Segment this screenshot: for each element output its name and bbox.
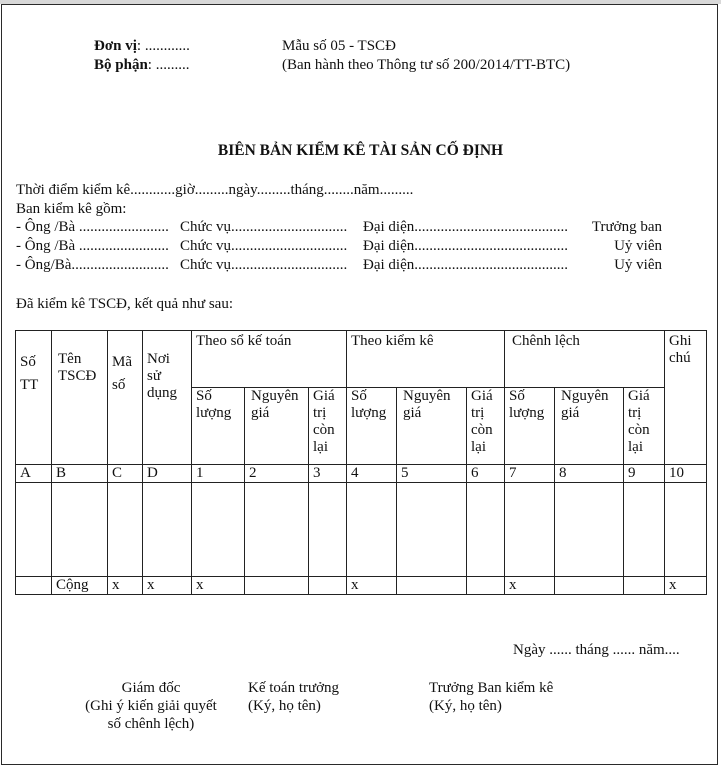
header-quantity: Số lượng (192, 388, 245, 465)
committee-head-signature-block (429, 679, 553, 715)
total-cell: x (665, 577, 707, 595)
director-note: số chênh lệch) (107, 716, 195, 732)
header-quantity: Số lượng (505, 388, 555, 465)
header-code: Mã số (108, 331, 143, 465)
total-cell (16, 577, 52, 595)
member-representative: Đại diện......................................... (363, 257, 568, 273)
header-residual: Giá trị còn lại (467, 388, 505, 465)
index-cell: D (143, 465, 192, 483)
data-cell (347, 483, 397, 577)
form-number: Mẫu số 05 - TSCĐ (282, 38, 396, 54)
member-position: Chức vụ............................... (180, 257, 348, 273)
index-cell: 10 (665, 465, 707, 483)
header-place-of-use: Nơi sử dụng (143, 331, 192, 465)
data-cell (108, 483, 143, 577)
member-position: Chức vụ............................... (180, 219, 348, 235)
director-note: (Ghi ý kiến giải quyết (85, 698, 217, 714)
member-role: Uỷ viên (614, 238, 662, 254)
header-cost: Nguyên giá (245, 388, 309, 465)
member-position: Chức vụ............................... (180, 238, 348, 254)
member-role: Trưởng ban (591, 219, 662, 235)
column-index-row (16, 465, 707, 483)
data-cell (245, 483, 309, 577)
member-row (16, 257, 662, 274)
chief-accountant-signature-block (248, 679, 339, 715)
header-cost: Nguyên giá (555, 388, 624, 465)
index-cell: 9 (624, 465, 665, 483)
member-person: - Ông/Bà.......................... (16, 257, 169, 273)
total-cell (397, 577, 467, 595)
header-residual: Giá trị còn lại (624, 388, 665, 465)
total-cell: x (143, 577, 192, 595)
committee-head-title: Trưởng Ban kiểm kê (429, 680, 554, 696)
total-cell: x (192, 577, 245, 595)
total-cell (245, 577, 309, 595)
data-cell (192, 483, 245, 577)
data-cell (555, 483, 624, 577)
header-per-count: Theo kiểm kê (347, 331, 505, 388)
index-cell: 8 (555, 465, 624, 483)
header-difference: Chênh lệch (505, 331, 665, 388)
director-signature-block (74, 679, 228, 733)
issued-by-note: (Ban hành theo Thông tư số 200/2014/TT-BTC) (282, 57, 571, 73)
committee-intro: Ban kiểm kê gồm: (16, 201, 127, 217)
data-cell (397, 483, 467, 577)
total-cell: x (108, 577, 143, 595)
data-cell (52, 483, 108, 577)
index-cell: 3 (309, 465, 347, 483)
header-cost: Nguyên giá (397, 388, 467, 465)
table-row (16, 483, 707, 577)
member-representative: Đại diện......................................... (363, 238, 568, 254)
data-cell (505, 483, 555, 577)
chief-accountant-title: Kế toán trưởng (248, 680, 340, 696)
index-cell: 4 (347, 465, 397, 483)
data-cell (624, 483, 665, 577)
unit-label: Đơn vị: ............ (94, 38, 190, 54)
header-note: Ghi chú (665, 331, 707, 465)
total-cell (555, 577, 624, 595)
member-representative: Đại diện......................................... (363, 219, 568, 235)
chief-accountant-note: (Ký, họ tên) (248, 698, 321, 714)
index-cell: 2 (245, 465, 309, 483)
header-accounting-book: Theo sổ kế toán (192, 331, 347, 388)
department-label: Bộ phận: ......... (94, 57, 190, 73)
data-cell (467, 483, 505, 577)
member-row (16, 219, 662, 236)
data-cell (16, 483, 52, 577)
member-role: Uỷ viên (614, 257, 662, 273)
total-cell (309, 577, 347, 595)
index-cell: 7 (505, 465, 555, 483)
member-row (16, 238, 662, 255)
data-cell (143, 483, 192, 577)
committee-head-note: (Ký, họ tên) (429, 698, 502, 714)
signing-date: Ngày ...... tháng ...... năm.... (513, 642, 680, 658)
inventory-time-line: Thời điểm kiểm kê............giờ.........ngày.........tháng........năm......... (16, 182, 414, 198)
result-intro: Đã kiểm kê TSCĐ, kết quả như sau: (16, 296, 233, 312)
header-quantity: Số lượng (347, 388, 397, 465)
member-person: - Ông /Bà ........................ (16, 219, 169, 235)
index-cell: 5 (397, 465, 467, 483)
total-label: Cộng (52, 577, 108, 595)
index-cell: 1 (192, 465, 245, 483)
index-cell: 6 (467, 465, 505, 483)
total-cell: x (505, 577, 555, 595)
total-cell (624, 577, 665, 595)
director-title: Giám đốc (121, 680, 181, 696)
data-cell (665, 483, 707, 577)
document-title: BIÊN BẢN KIỂM KÊ TÀI SẢN CỐ ĐỊNH (217, 142, 504, 159)
index-cell: A (16, 465, 52, 483)
header-stt: Số TT (16, 331, 52, 465)
index-cell: C (108, 465, 143, 483)
header-asset-name: Tên TSCĐ (52, 331, 108, 465)
member-person: - Ông /Bà ........................ (16, 238, 169, 254)
header-residual: Giá trị còn lại (309, 388, 347, 465)
inventory-table (15, 330, 707, 595)
total-cell (467, 577, 505, 595)
data-cell (309, 483, 347, 577)
total-cell: x (347, 577, 397, 595)
index-cell: B (52, 465, 108, 483)
total-row (16, 577, 707, 595)
